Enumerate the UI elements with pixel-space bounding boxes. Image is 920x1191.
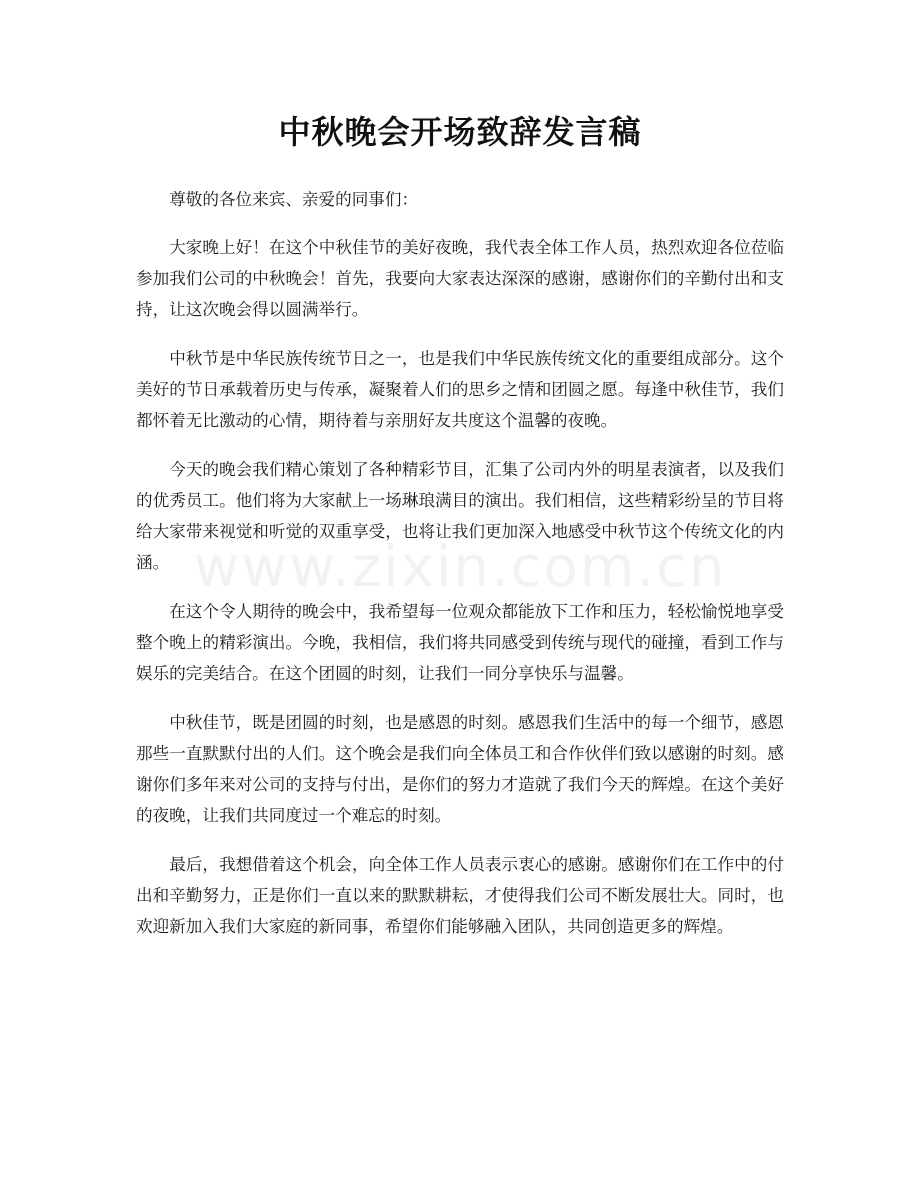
document-body <box>136 184 784 942</box>
document-title: 中秋晚会开场致辞发言稿 <box>278 113 642 151</box>
paragraph-6: 最后，我想借着这个机会，向全体工作人员表示衷心的感谢。感谢你们在工作中的付出和辛勤努力，正是你们一直以来的默默耕耘，才使得我们公司不断发展壮大。同时，也欢迎新加入我们大家庭的新同事，希望你们能够融入团队，共同创造更多的辉煌。 <box>136 855 784 936</box>
paragraph-3: 今天的晚会我们精心策划了各种精彩节目，汇集了公司内外的明星表演者，以及我们的优秀员工。他们将为大家献上一场琳琅满目的演出。我们相信，这些精彩纷呈的节目将给大家带来视觉和听觉的双重享受，也将让我们更加深入地感受中秋节这个传统文化的内涵。 <box>136 460 784 572</box>
paragraph-5: 中秋佳节，既是团圆的时刻，也是感恩的时刻。感恩我们生活中的每一个细节，感恩那些一直默默付出的人们。这个晚会是我们向全体员工和合作伙伴们致以感谢的时刻。感谢你们多年来对公司的支持与付出，是你们的努力才造就了我们今天的辉煌。在这个美好的夜晚，让我们共同度过一个难忘的时刻。 <box>136 713 784 825</box>
paragraph-2: 中秋节是中华民族传统节日之一，也是我们中华民族传统文化的重要组成部分。这个美好的节日承载着历史与传承，凝聚着人们的思乡之情和团圆之愿。每逢中秋佳节，我们都怀着无比激动的心情，期待着与亲朋好友共度这个温馨的夜晚。 <box>136 349 784 430</box>
paragraph-4: 在这个令人期待的晚会中，我希望每一位观众都能放下工作和压力，轻松愉悦地享受整个晚上的精彩演出。今晚，我相信，我们将共同感受到传统与现代的碰撞，看到工作与娱乐的完美结合。在这个团圆的时刻，让我们一同分享快乐与温馨。 <box>136 602 784 683</box>
greeting-line: 尊敬的各位来宾、亲爱的同事们： <box>169 190 419 209</box>
paragraph-1: 大家晚上好！在这个中秋佳节的美好夜晚，我代表全体工作人员，热烈欢迎各位莅临参加我们公司的中秋晚会！首先，我要向大家表达深深的感谢，感谢你们的辛勤付出和支持，让这次晚会得以圆满举行。 <box>136 238 784 319</box>
watermark-text: www.zixin.com.cn <box>193 535 727 600</box>
